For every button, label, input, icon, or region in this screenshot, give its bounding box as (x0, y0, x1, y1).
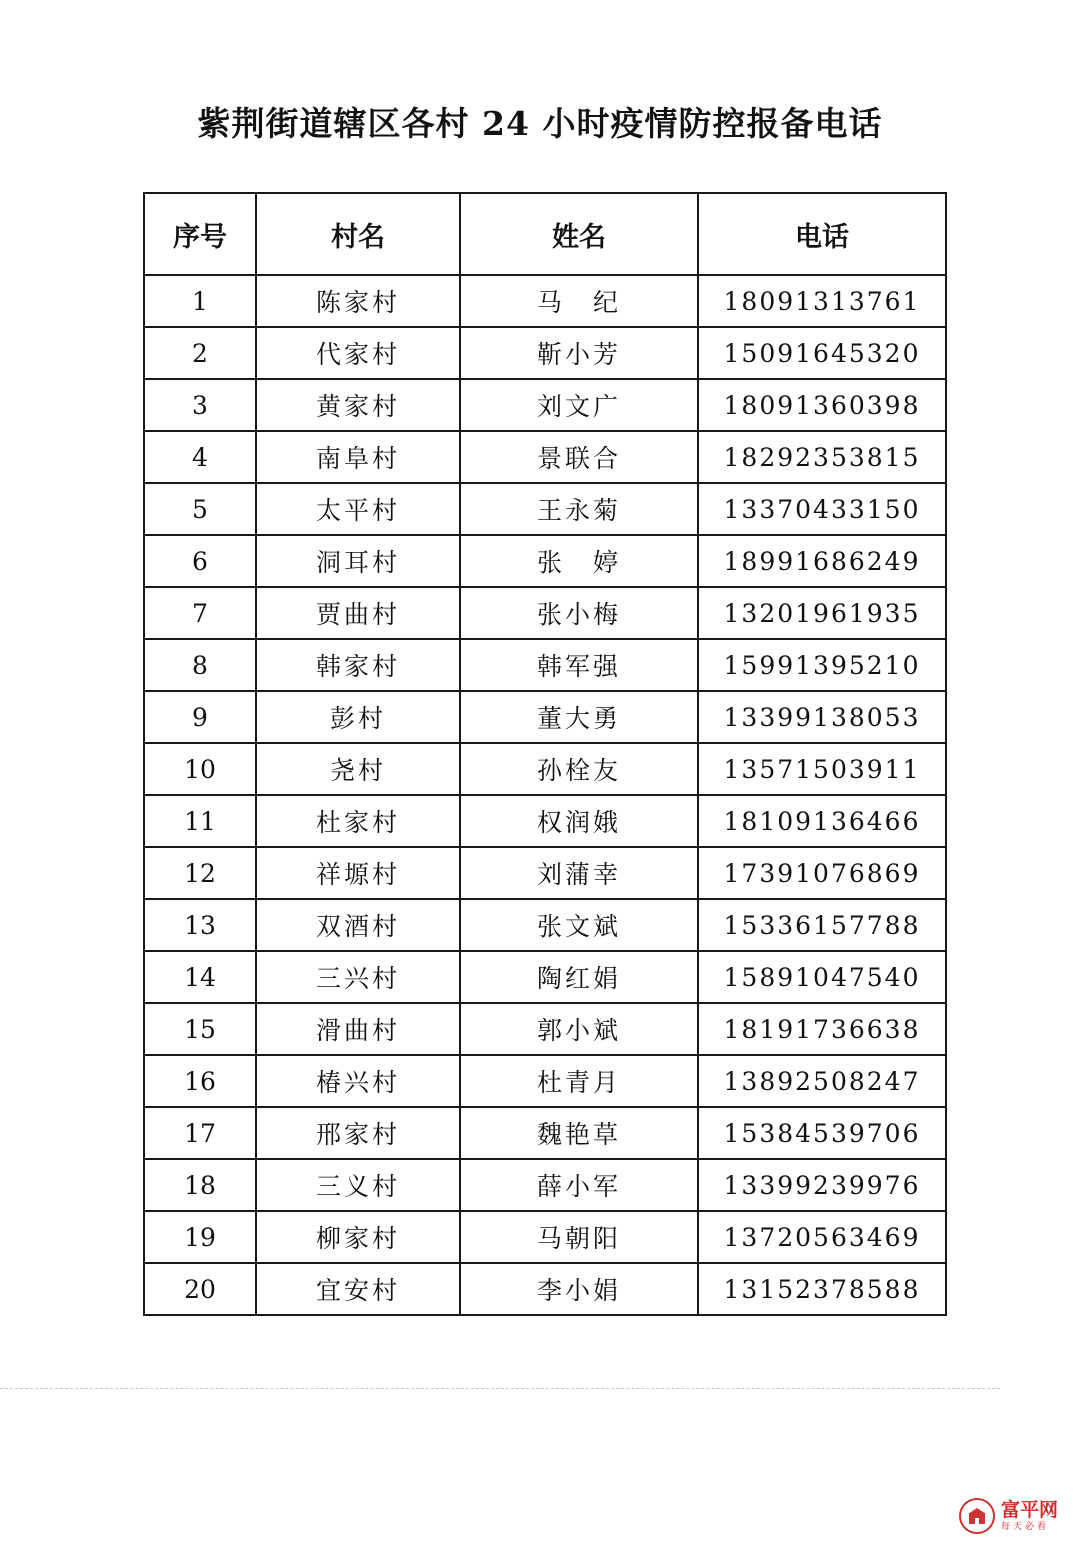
cell-name: 陶红娟 (460, 951, 698, 1003)
cell-village: 贾曲村 (256, 587, 460, 639)
cell-name: 韩军强 (460, 639, 698, 691)
table-row (144, 951, 946, 1003)
cell-no: 17 (144, 1107, 256, 1159)
cell-name: 郭小斌 (460, 1003, 698, 1055)
table-row (144, 1159, 946, 1211)
table-row (144, 535, 946, 587)
cell-phone: 13201961935 (698, 587, 946, 639)
cell-no: 12 (144, 847, 256, 899)
cell-no: 3 (144, 379, 256, 431)
cell-village: 椿兴村 (256, 1055, 460, 1107)
cell-phone: 15891047540 (698, 951, 946, 1003)
table-row (144, 691, 946, 743)
cell-name: 马朝阳 (460, 1211, 698, 1263)
cell-name: 孙栓友 (460, 743, 698, 795)
table-row (144, 431, 946, 483)
cell-name: 张文斌 (460, 899, 698, 951)
cell-phone: 13370433150 (698, 483, 946, 535)
table-row (144, 899, 946, 951)
cell-no: 11 (144, 795, 256, 847)
cell-name: 靳小芳 (460, 327, 698, 379)
cell-no: 18 (144, 1159, 256, 1211)
cell-phone: 15384539706 (698, 1107, 946, 1159)
cell-village: 黄家村 (256, 379, 460, 431)
cell-name: 张 婷 (460, 535, 698, 587)
cell-no: 7 (144, 587, 256, 639)
table-row (144, 795, 946, 847)
table-row (144, 1107, 946, 1159)
table-row (144, 379, 946, 431)
cell-village: 陈家村 (256, 275, 460, 327)
table-row (144, 639, 946, 691)
cell-no: 4 (144, 431, 256, 483)
cell-no: 6 (144, 535, 256, 587)
scan-artifact-line (0, 1388, 1000, 1389)
cell-village: 三兴村 (256, 951, 460, 1003)
cell-no: 8 (144, 639, 256, 691)
cell-name: 魏艳草 (460, 1107, 698, 1159)
cell-phone: 18292353815 (698, 431, 946, 483)
cell-name: 李小娟 (460, 1263, 698, 1315)
cell-phone: 18091360398 (698, 379, 946, 431)
cell-no: 2 (144, 327, 256, 379)
cell-village: 宜安村 (256, 1263, 460, 1315)
watermark (959, 1498, 1058, 1534)
cell-phone: 13720563469 (698, 1211, 946, 1263)
cell-no: 1 (144, 275, 256, 327)
watermark-slogan: 每天必看 (1000, 1521, 1049, 1532)
table-row (144, 1003, 946, 1055)
cell-village: 杜家村 (256, 795, 460, 847)
cell-phone: 13892508247 (698, 1055, 946, 1107)
cell-no: 10 (144, 743, 256, 795)
table-row (144, 1055, 946, 1107)
cell-name: 景联合 (460, 431, 698, 483)
cell-no: 20 (144, 1263, 256, 1315)
cell-phone: 17391076869 (698, 847, 946, 899)
cell-name: 刘蒲幸 (460, 847, 698, 899)
cell-no: 19 (144, 1211, 256, 1263)
cell-no: 9 (144, 691, 256, 743)
building-icon (959, 1498, 995, 1534)
header-no: 序号 (144, 193, 256, 275)
cell-name: 刘文广 (460, 379, 698, 431)
cell-no: 16 (144, 1055, 256, 1107)
cell-village: 尧村 (256, 743, 460, 795)
cell-name: 薛小军 (460, 1159, 698, 1211)
table-row (144, 587, 946, 639)
cell-name: 张小梅 (460, 587, 698, 639)
cell-phone: 18109136466 (698, 795, 946, 847)
cell-village: 韩家村 (256, 639, 460, 691)
cell-no: 5 (144, 483, 256, 535)
table-body (144, 275, 946, 1315)
table-row (144, 483, 946, 535)
header-name: 姓名 (460, 193, 698, 275)
cell-phone: 15091645320 (698, 327, 946, 379)
cell-village: 柳家村 (256, 1211, 460, 1263)
table-row (144, 275, 946, 327)
cell-phone: 13399239976 (698, 1159, 946, 1211)
table-row (144, 327, 946, 379)
table-row (144, 1211, 946, 1263)
cell-village: 祥塬村 (256, 847, 460, 899)
cell-no: 15 (144, 1003, 256, 1055)
table-row (144, 847, 946, 899)
cell-village: 太平村 (256, 483, 460, 535)
cell-village: 滑曲村 (256, 1003, 460, 1055)
cell-name: 杜青月 (460, 1055, 698, 1107)
cell-phone: 18091313761 (698, 275, 946, 327)
cell-village: 三义村 (256, 1159, 460, 1211)
header-phone: 电话 (698, 193, 946, 275)
cell-village: 洞耳村 (256, 535, 460, 587)
cell-phone: 13571503911 (698, 743, 946, 795)
cell-village: 双酒村 (256, 899, 460, 951)
table-row (144, 743, 946, 795)
contact-table (143, 192, 947, 1316)
header-village: 村名 (256, 193, 460, 275)
cell-name: 王永菊 (460, 483, 698, 535)
cell-no: 13 (144, 899, 256, 951)
cell-phone: 18191736638 (698, 1003, 946, 1055)
table-row (144, 1263, 946, 1315)
cell-village: 彭村 (256, 691, 460, 743)
cell-phone: 18991686249 (698, 535, 946, 587)
cell-village: 南阜村 (256, 431, 460, 483)
cell-village: 邢家村 (256, 1107, 460, 1159)
cell-village: 代家村 (256, 327, 460, 379)
cell-name: 权润娥 (460, 795, 698, 847)
cell-phone: 13399138053 (698, 691, 946, 743)
cell-no: 14 (144, 951, 256, 1003)
cell-phone: 15991395210 (698, 639, 946, 691)
cell-phone: 13152378588 (698, 1263, 946, 1315)
table-header-row (144, 193, 946, 275)
cell-name: 董大勇 (460, 691, 698, 743)
cell-name: 马 纪 (460, 275, 698, 327)
cell-phone: 15336157788 (698, 899, 946, 951)
page-title: 紫荆街道辖区各村 24 小时疫情防控报备电话 (197, 104, 883, 143)
watermark-name: 富平网 (1000, 1498, 1058, 1521)
